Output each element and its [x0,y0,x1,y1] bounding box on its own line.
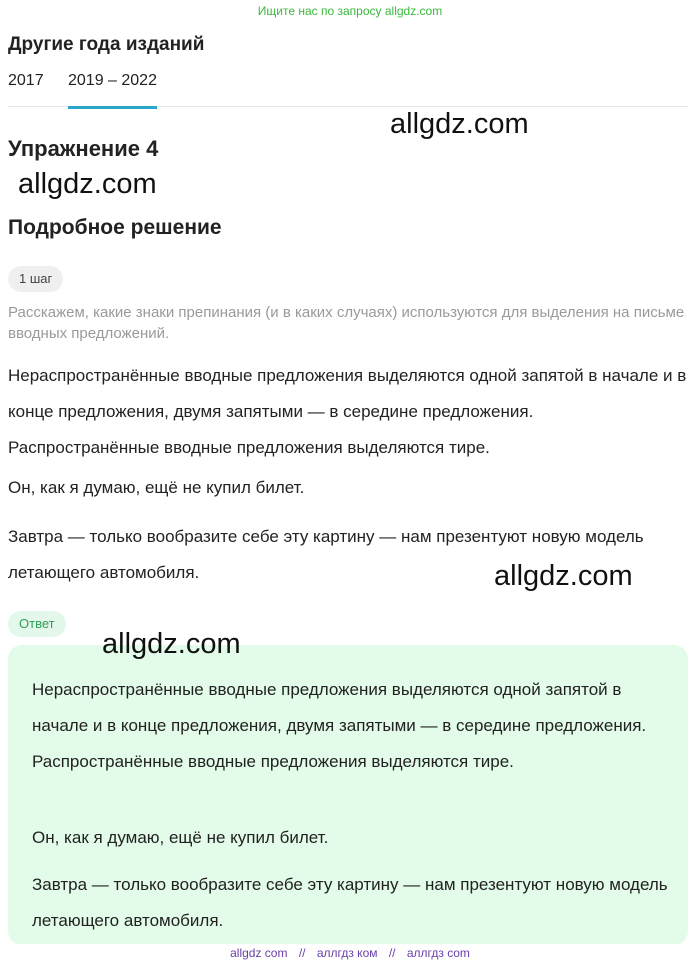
watermark: allgdz.com [102,628,241,660]
tab-2017[interactable]: 2017 [8,72,44,89]
watermark: allgdz.com [18,168,157,200]
answer-badge: Ответ [8,611,66,637]
search-hint-banner: Ищите нас по запросу allgdz.com [257,4,443,18]
answer-example: Он, как я думаю, ещё не купил билет. [32,828,329,847]
footer-link[interactable]: аллгдз ком [316,946,378,960]
step-badge: 1 шаг [8,266,63,292]
footer-link[interactable]: аллгдз com [406,946,470,960]
answer-paragraph: Нераспространённые вводные предложения выделяются одной запятой в начале и в конце предложения, двумя запятыми — в середине предложения. Распространённые вводные предложения выделяются тире. [32,680,647,771]
solution-paragraph: Нераспространённые вводные предложения выделяются одной запятой в начале и в конце предложения, двумя запятыми — в середине предложения. Распространённые вводные предложения выделяются тире. [8,366,687,457]
step-hint: Расскажем, какие знаки препинания (и в каких случаях) используются для выделения на письме вводных предложений. [8,304,685,342]
footer-link[interactable]: allgdz com [230,946,288,960]
footer [0,944,700,966]
other-editions-title: Другие года изданий [8,34,205,55]
footer-separator: // [388,946,396,960]
watermark: allgdz.com [390,108,529,140]
exercise-title: Упражнение 4 [8,136,159,161]
footer-separator: // [298,946,306,960]
answer-box [8,645,688,945]
tab-2019-2022[interactable]: 2019 – 2022 [68,72,157,107]
edition-tabs [8,70,688,107]
watermark: allgdz.com [494,560,633,592]
answer-example: Завтра — только вообразите себе эту картину — нам презентуют новую модель летающего автомобиля. [32,875,668,930]
solution-title: Подробное решение [8,216,222,239]
solution-example: Он, как я думаю, ещё не купил билет. [8,478,305,497]
solution-example: Завтра — только вообразите себе эту картину — нам презентуют новую модель летающего автомобиля. [8,527,644,582]
